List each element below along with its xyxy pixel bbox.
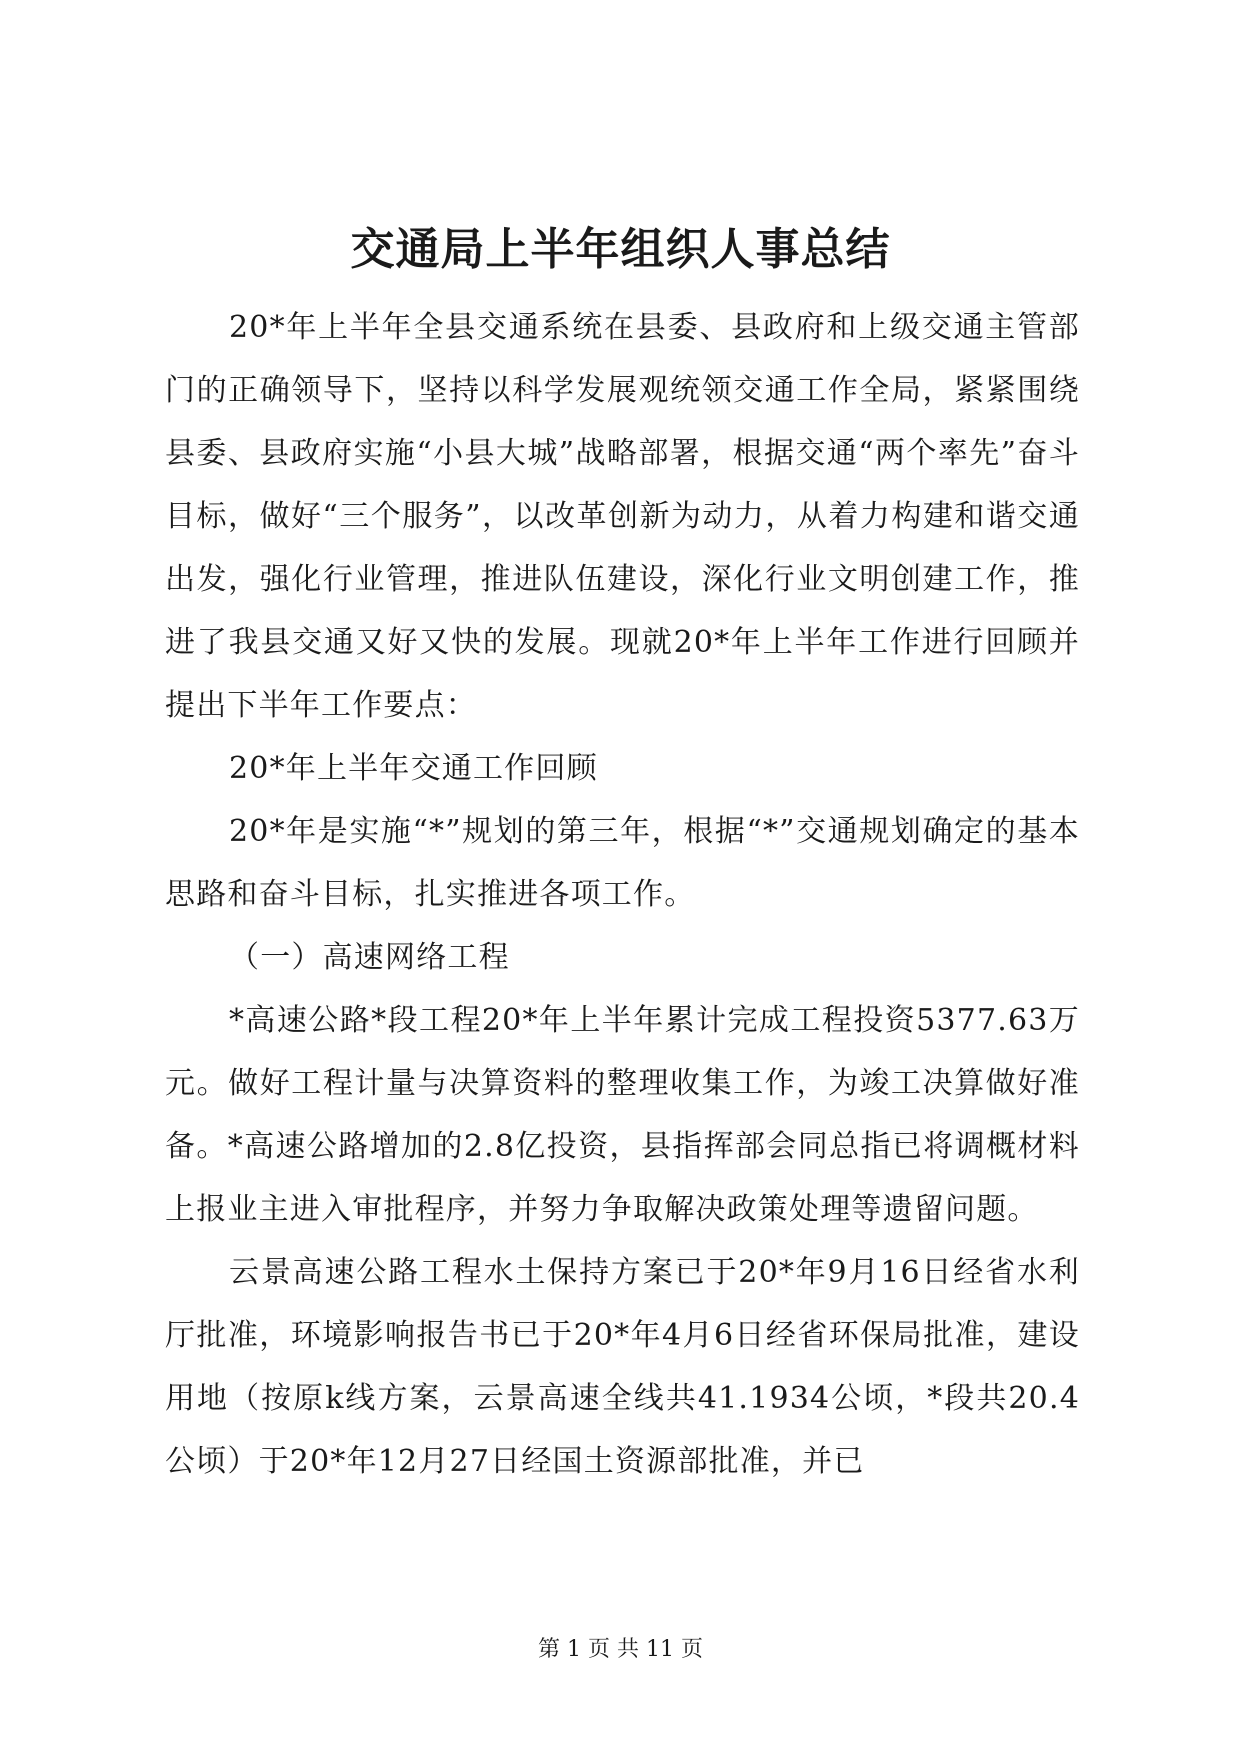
- section-heading-review: 20*年上半年交通工作回顾: [229, 751, 598, 786]
- paragraph-yunjing-highway: 云景高速公路工程水土保持方案已于20*年9月16日经省水利厅批准，环境影响报告书已于20*年4月6日经省环保局批准，建设用地（按原k线方案，云景高速全线共41.1934公顷，*段共20.4公顷）于20*年12月27日经国土资源部批准，并已: [165, 1255, 1080, 1479]
- document-title: 交通局上半年组织人事总结: [350, 224, 891, 275]
- paragraph-highway-investment: *高速公路*段工程20*年上半年累计完成工程投资5377.63万元。做好工程计量与决算资料的整理收集工作，为竣工决算做好准备。*高速公路增加的2.8亿投资，县指挥部会同总指已将调概材料上报业主进入审批程序，并努力争取解决政策处理等遗留问题。: [165, 1003, 1080, 1227]
- subsection-heading-highway: （一）高速网络工程: [229, 940, 510, 975]
- document-body: [165, 296, 1080, 1493]
- page-number-footer: 第 1 页 共 11 页: [538, 1637, 703, 1662]
- paragraph-plan: 20*年是实施“*”规划的第三年，根据“*”交通规划确定的基本思路和奋斗目标，扎实推进各项工作。: [165, 814, 1080, 912]
- paragraph-intro: 20*年上半年全县交通系统在县委、县政府和上级交通主管部门的正确领导下，坚持以科学发展观统领交通工作全局，紧紧围绕县委、县政府实施“小县大城”战略部署，根据交通“两个率先”奋斗目标，做好“三个服务”，以改革创新为动力，从着力构建和谐交通出发，强化行业管理，推进队伍建设，深化行业文明创建工作，推进了我县交通又好又快的发展。现就20*年上半年工作进行回顾并提出下半年工作要点：: [165, 310, 1080, 723]
